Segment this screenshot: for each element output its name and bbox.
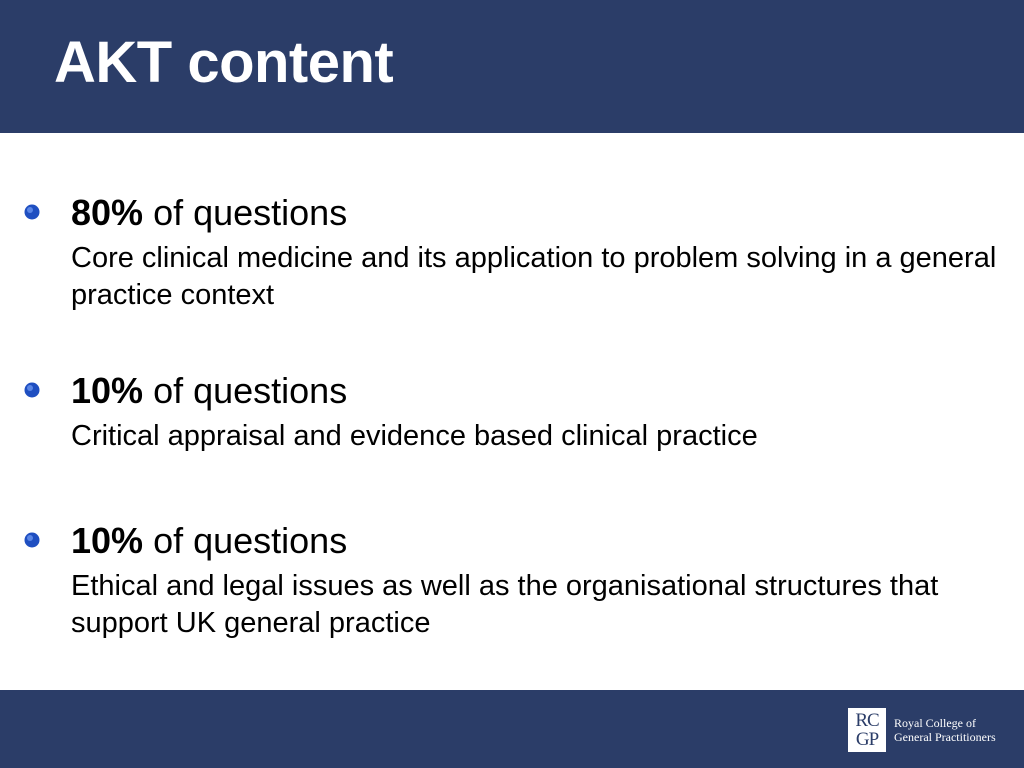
bullet-icon	[24, 532, 40, 548]
rcgp-logo	[848, 708, 996, 752]
item-label: of questions	[143, 370, 348, 411]
logo-monogram-line1: RC	[855, 710, 879, 731]
slide-header	[0, 0, 1024, 133]
logo-wordmark	[894, 716, 996, 744]
logo-monogram-line2: GP	[855, 729, 879, 750]
item-description: Critical appraisal and evidence based clinical practice	[71, 420, 758, 452]
logo-wordmark-line2: General Practitioners	[894, 730, 996, 744]
item-label: of questions	[143, 192, 348, 233]
logo-monogram	[848, 708, 886, 752]
item-headline	[71, 370, 348, 411]
item-percent: 10%	[71, 370, 144, 411]
logo-wordmark-line1: Royal College of	[894, 716, 976, 730]
slide-content	[0, 133, 1024, 688]
item-percent: 80%	[71, 192, 144, 233]
bullet-icon	[24, 204, 40, 220]
item-description: Ethical and legal issues as well as the organisational structures that support UK general practice	[71, 570, 939, 639]
item-headline	[71, 520, 348, 561]
slide-title: AKT content	[54, 30, 394, 95]
slide-footer	[0, 690, 1024, 768]
item-headline	[71, 192, 348, 233]
item-description: Core clinical medicine and its application to problem solving in a general practice context	[71, 242, 997, 311]
item-label: of questions	[143, 520, 348, 561]
item-percent: 10%	[71, 520, 144, 561]
bullet-icon	[24, 382, 40, 398]
